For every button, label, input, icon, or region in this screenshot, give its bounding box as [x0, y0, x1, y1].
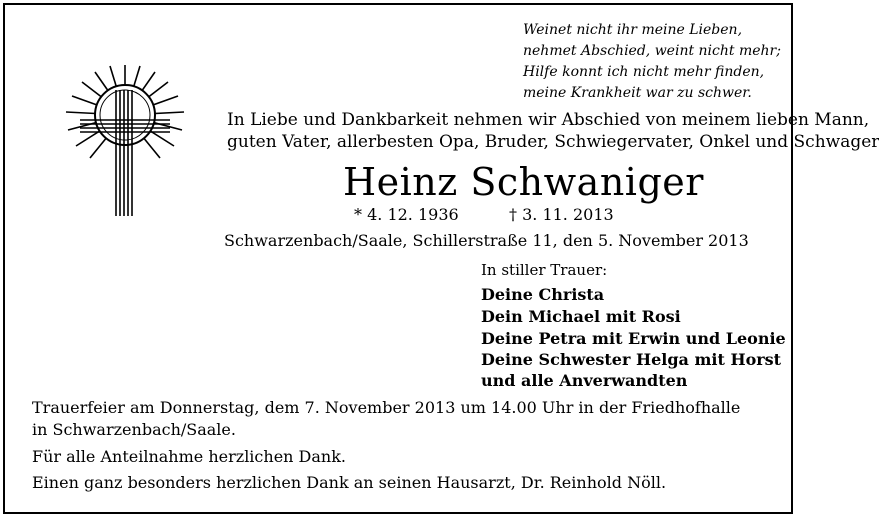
- mourner-4: Deine Schwester Helga mit Horst: [481, 350, 782, 369]
- mourner-5: und alle Anverwandten: [481, 371, 688, 390]
- poem-line-1: Weinet nicht ihr meine Lieben,: [523, 22, 743, 38]
- poem-line-4: meine Krankheit war zu schwer.: [523, 85, 752, 101]
- intro-line-1: In Liebe und Dankbarkeit nehmen wir Abschied von meinem lieben Mann,: [227, 110, 870, 130]
- special-thanks-line: Einen ganz besonders herzlichen Dank an seinen Hausarzt, Dr. Reinhold Nöll.: [32, 473, 667, 492]
- cross-with-radiant-sun-icon: [60, 60, 190, 220]
- mourning-heading: In stiller Trauer:: [481, 261, 608, 279]
- mourner-3: Deine Petra mit Erwin und Leonie: [481, 329, 786, 348]
- thanks-line: Für alle Anteilnahme herzlichen Dank.: [32, 447, 346, 466]
- poem-line-2: nehmet Abschied, weint nicht mehr;: [523, 43, 781, 59]
- funeral-info-line-2: in Schwarzenbach/Saale.: [32, 420, 236, 439]
- mourner-2: Dein Michael mit Rosi: [481, 307, 681, 326]
- deceased-name: Heinz Schwaniger: [343, 160, 704, 204]
- death-date: † 3. 11. 2013: [509, 205, 614, 224]
- poem-line-3: Hilfe konnt ich nicht mehr finden,: [523, 64, 765, 80]
- mourner-1: Deine Christa: [481, 285, 605, 304]
- funeral-info-line-1: Trauerfeier am Donnerstag, dem 7. November 2013 um 14.00 Uhr in der Friedhofhalle: [32, 398, 741, 417]
- place-and-date: Schwarzenbach/Saale, Schillerstraße 11, den 5. November 2013: [224, 231, 749, 250]
- intro-line-2: guten Vater, allerbesten Opa, Bruder, Schwiegervater, Onkel und Schwager: [227, 132, 879, 152]
- birth-date: * 4. 12. 1936: [354, 205, 459, 224]
